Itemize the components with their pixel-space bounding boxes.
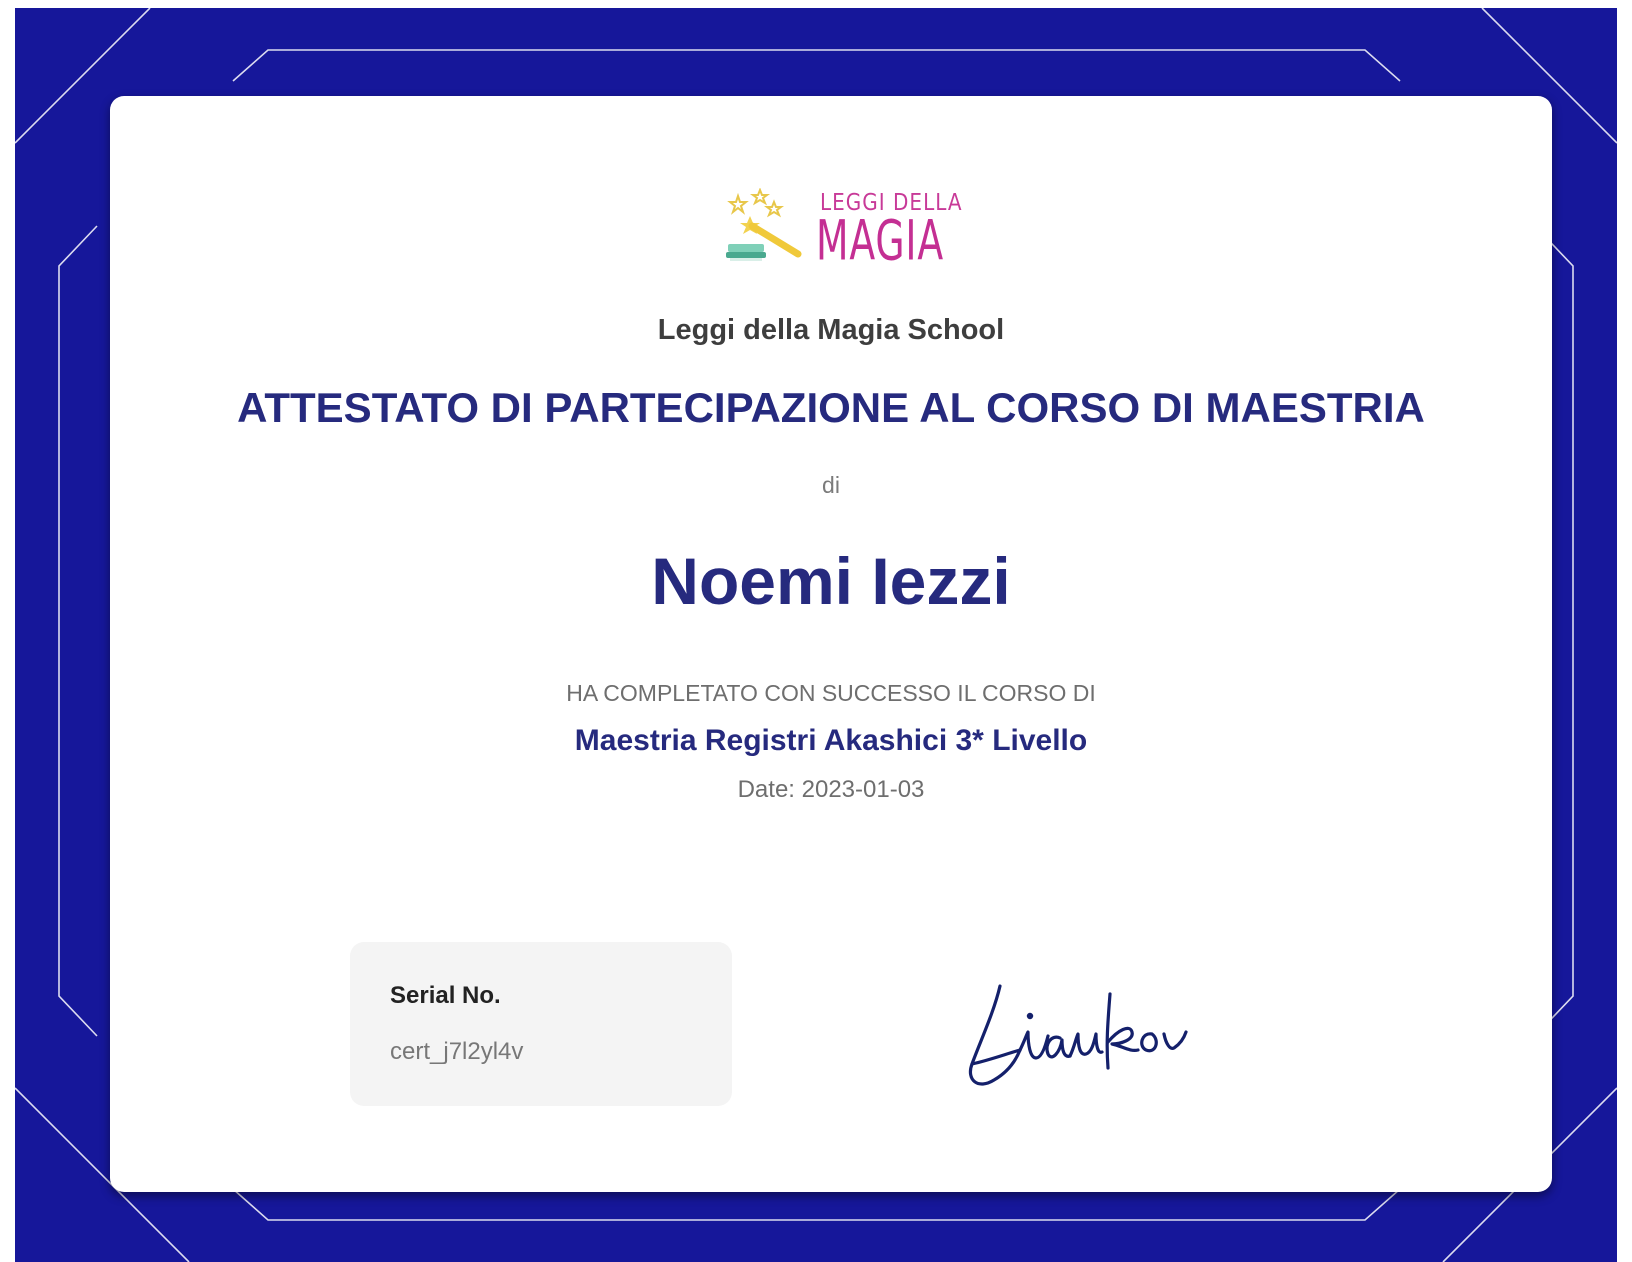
school-logo	[720, 188, 963, 273]
serial-box	[350, 942, 732, 1106]
logo-text-line1: LEGGI DELLA	[820, 188, 963, 216]
serial-number: cert_j7l2yl4v	[390, 1038, 524, 1065]
certificate-frame	[15, 8, 1617, 1262]
certificate-title: ATTESTATO DI PARTECIPAZIONE AL CORSO DI MAESTRIA	[237, 384, 1425, 431]
school-name: Leggi della Magia School	[657, 314, 1005, 346]
certificate-date: Date: 2023-01-03	[737, 776, 925, 803]
logo-text-line2: MAGIA	[816, 208, 944, 273]
connector-text: di	[822, 472, 840, 498]
magic-wand-icon	[720, 188, 820, 270]
completion-statement: HA COMPLETATO CON SUCCESSO IL CORSO DI	[566, 680, 1096, 706]
course-name: Maestria Registri Akashici 3* Livello	[574, 724, 1088, 757]
serial-label: Serial No.	[390, 982, 501, 1009]
signature	[960, 972, 1220, 1092]
certificate-card	[110, 96, 1552, 1192]
recipient-name: Noemi Iezzi	[651, 544, 1011, 618]
